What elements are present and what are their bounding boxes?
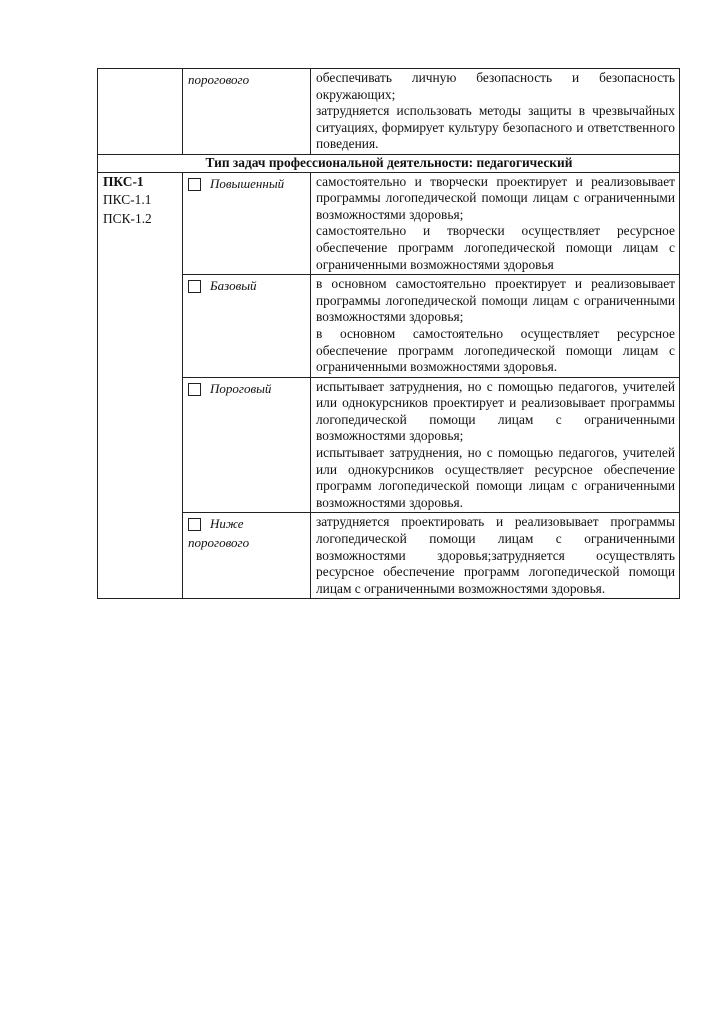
description-line: в основном самостоятельно проектирует и реализовывает программы логопедической помощи лицам с ограниченными возможностями здоровья;: [316, 276, 675, 325]
level-checkbox[interactable]: [188, 280, 201, 293]
level-cell-below-threshold: [183, 513, 311, 599]
description-cell: [311, 172, 680, 275]
table-row-continuation: [98, 69, 680, 155]
description-cell: [311, 377, 680, 513]
description-line: самостоятельно и творчески осуществляет ресурсное обеспечение программ логопедической помощи лицам с ограниченными возможностями здоровья: [316, 223, 675, 272]
assessment-criteria-table: [97, 68, 680, 599]
level-label: Пороговый: [210, 380, 272, 396]
level-checkbox[interactable]: [188, 518, 201, 531]
description-line: затрудняется проектировать и реализовывает программы логопедической помощи лицам с ограниченными возможностями здоровья;затрудняется осуществлять ресурсное обеспечение программ логопедической помощи лицам с ограниченными возможностями здоровья.: [316, 514, 675, 596]
level-label: Базовый: [210, 278, 257, 294]
level-cell-threshold-tail: [183, 69, 311, 155]
description-cell: [311, 69, 680, 155]
description-cell: [311, 275, 680, 378]
description-line: обеспечивать личную безопасность и безопасность окружающих;: [316, 70, 675, 102]
level-cell-basic: [183, 275, 311, 378]
competence-cell: [98, 172, 183, 599]
level-label: порогового: [188, 72, 250, 87]
competence-cell-empty: [98, 69, 183, 155]
competence-code-sub: ПСК-1.2: [103, 210, 152, 226]
level-checkbox[interactable]: [188, 178, 201, 191]
table-row-level: [98, 275, 680, 378]
table-row-level: [98, 172, 680, 275]
table-row-level: [98, 377, 680, 513]
description-line: затрудняется использовать методы защиты в чрезвычайных ситуациях, формирует культуру безопасного и ответственного поведения.: [316, 103, 675, 152]
competence-code-sub: ПКС-1.1: [103, 192, 152, 208]
description-line: самостоятельно и творчески проектирует и реализовывает программы логопедической помощи лицам с ограниченными возможностями здоровья;: [316, 173, 675, 222]
table-row-level: [98, 513, 680, 599]
level-cell-advanced: [183, 172, 311, 275]
level-checkbox[interactable]: [188, 383, 201, 396]
level-label: порогового: [188, 535, 250, 551]
table-row-section-header: [98, 154, 680, 172]
description-cell: [311, 513, 680, 599]
competence-code-main: ПКС-1: [103, 173, 144, 189]
level-label: Ниже: [210, 516, 244, 532]
section-header: Тип задач профессиональной деятельности: педагогический: [98, 154, 680, 172]
description-line: в основном самостоятельно осуществляет ресурсное обеспечение программ логопедической помощи лицам с ограниченными возможностями здоровья.: [316, 325, 675, 375]
level-label: Повышенный: [210, 175, 285, 191]
description-line: испытывает затруднения, но с помощью педагогов, учителей или однокурсников проектирует и реализовывает программы логопедической помощи лицам с ограниченными возможностями здоровья;: [316, 378, 675, 444]
description-line: испытывает затруднения, но с помощью педагогов, учителей или однокурсников осуществляет ресурсное обеспечение программ логопедической помощи лицам с ограниченными возможностями здоровья.: [316, 445, 675, 510]
level-cell-threshold: [183, 377, 311, 513]
